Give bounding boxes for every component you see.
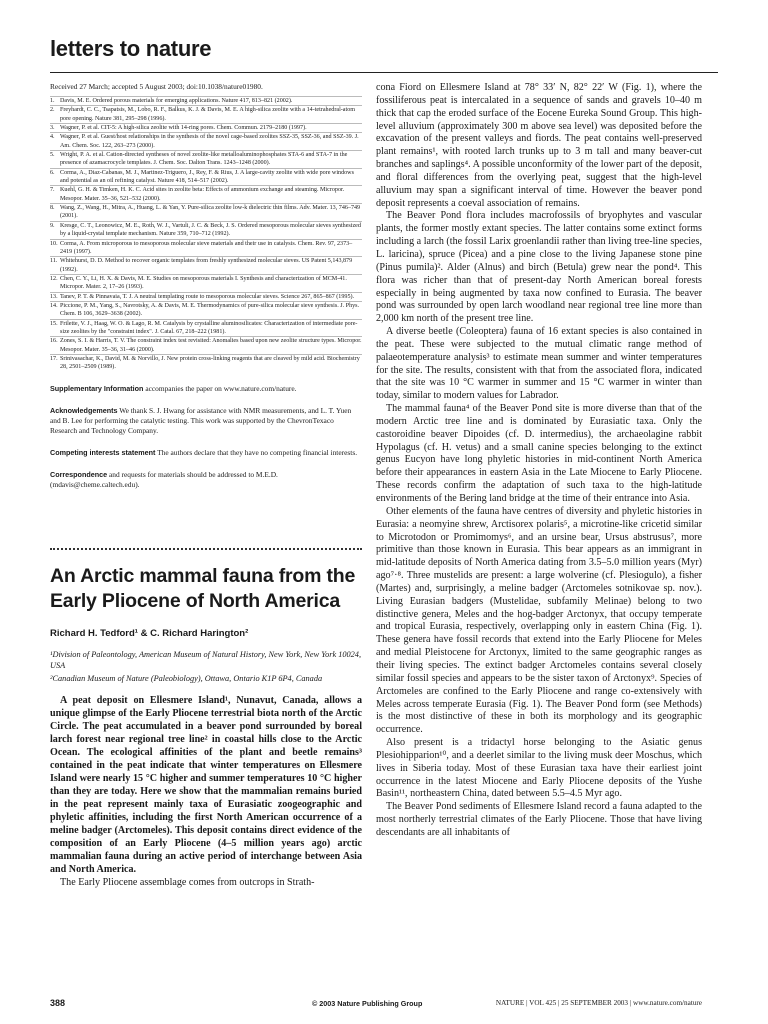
reference-number: 10. [50, 240, 58, 247]
article-authors: Richard H. Tedford¹ & C. Richard Harington² [50, 627, 249, 639]
article-separator [50, 548, 362, 550]
reference-item [50, 123, 362, 132]
reference-item [50, 239, 362, 257]
reference-text: Corma, A. From microporous to mesoporous molecular sieve materials and their use in catalysis. Chem. Rev. 97, 2373–2419 (1997). [60, 240, 353, 255]
body-paragraph: cona Fiord on Ellesmere Island at 78° 33′ N, 82° 22′ W (Fig. 1), where the fossiliferous peat is intercalated in a sequence of sands and gravels 10–40 m thick that cap the eroded surface of the Eocene Eureka Sound Group. This high-level alluvium (approximately 300 m above sea level) was deposited before the excavation of the present valleys and fiords. The peat contains well-preserved plant remains¹, with rooted larch trunks up to 3 m tall and many beaver-cut branches and saplings⁴. A possible unconformity of the lower part of the deposit, and floral differences from the overlying peat, suggest that the high-level alluvium may span a significant interval of time. However the beaver pond deposit represents a coeval association of remains. [376, 82, 702, 209]
reference-item [50, 105, 362, 123]
reference-list [50, 96, 362, 372]
reference-item [50, 292, 362, 301]
reference-item [50, 132, 362, 150]
reference-number: 7. [50, 187, 55, 194]
reference-number: 11. [50, 258, 58, 265]
correspondence-label: Correspondence [50, 469, 108, 479]
article-abstract: A peat deposit on Ellesmere Island¹, Nunavut, Canada, allows a unique glimpse of the Early Pliocene terrestrial biota north of the Arctic Circle. The peat accumulated in a beaver pond surrounded by boreal larch forest near regional tree line² in coastal hills close to the Arctic Ocean. The ecological affinities of the plant and beetle remains³ contained in the peat indicate that winter temperatures on Ellesmere Island were nearly 15 °C higher and summer temperatures 10 °C higher than they are today. Here we show that the mammalian remains buried in the peat represent mainly taxa of Eurasiatic zoogeographic and phyletic affinities, including the first North American occurrence of a meline badger (Arctomeles). This deposit contains direct evidence of the composition of an Early Pliocene (4–5 million years ago) arctic mammalian fauna during an active period of interchange between Asia and North America. [50, 694, 362, 875]
reference-text: Frilette, V. J., Haag, W. O. & Lago, R. M. Catalysis by crystalline aluminosilicates: Characterization of intermediate pore-size zeolites by the "constraint index". J. Catal. 67, 218–222 (1981). [60, 320, 358, 335]
reference-text: Wright, P. A. et al. Cation-directed syntheses of novel zeolite-like metalloaluminophosphates STA-6 and STA-7 in the presence of azamacrocycle templates. J. Chem. Soc. Dalton Trans. 1243–1248 (2000). [60, 152, 348, 167]
reference-text: Wang, Z., Wang, H., Mitra, A., Huang, L. & Yan, Y. Pure-silica zeolite low-k dielectric thin films. Adv. Mater. 13, 746–749 (2001). [60, 205, 361, 220]
reference-number: 12. [50, 275, 58, 282]
reference-text: Srinivasachar, K., David, M. & Norvillo, J. New protein cross-linking reagents that are cleaved by mild acid. Biochemistry 28, 2501–2509 (1989). [60, 355, 360, 371]
reference-text: Davis, M. E. Ordered porous materials for emerging applications. Nature 417, 813–821 (2002). [60, 98, 293, 104]
reference-number: 3. [50, 125, 55, 132]
reference-number: 5. [50, 152, 55, 159]
acknowledgements-label: Acknowledgements [50, 405, 118, 415]
affiliation-1: ¹Division of Paleontology, American Museum of Natural History, New York, New York 10024, USA [50, 649, 362, 670]
acknowledgements-text: We thank S. J. Hwang for assistance with NMR measurements, and L. T. Yuen and B. Lee for performing the catalytic testing. This work was supported by the ChevronTexaco Research and Technology Company. [50, 405, 352, 435]
competing-interests [50, 448, 362, 458]
reference-item [50, 301, 362, 319]
reference-text: Piccione, P. M., Yang, S., Navrotsky, A. & Davis, M. E. Thermodynamics of pure-silica molecular sieve synthesis. J. Phys. Chem. B 106, 3629–3638 (2002). [60, 302, 360, 318]
correspondence-text: and requests for materials should be addressed to M.E.D. (mdavis@cheme.caltech.edu). [50, 469, 278, 489]
reference-item [50, 168, 362, 186]
reference-text: Wagner, P. et al. Guest/host relationships in the synthesis of the novel cage-based zeolites SSZ-35, SSZ-36, and SSZ-39. J. Am. Chem. Soc. 122, 263–273 (2000). [60, 134, 359, 149]
reference-item [50, 203, 362, 221]
article-title: An Arctic mammal fauna from the Early Pliocene of North America [50, 564, 356, 612]
reference-number: 8. [50, 205, 55, 212]
reference-text: Chen, C. Y., Li, H. X. & Davis, M. E. Studies on mesoporous materials I. Synthesis and characterization of MCM-41. Micropor. Mater. 2, 17–26 (1993). [60, 275, 347, 291]
reference-number: 13. [50, 293, 58, 300]
reference-text: Tanev, P. T. & Pinnavaia, T. J. A neutral templating route to mesoporous molecular sieves. Science 267, 865–867 (1995). [60, 293, 355, 300]
reference-number: 15. [50, 320, 58, 327]
left-column [50, 82, 362, 889]
reference-item [50, 221, 362, 239]
body-paragraph: Other elements of the fauna have centres of diversity and phyletic histories in Eurasia: a neomyine shrew, Arctisorex polaris⁵, a microtine-like cricetid similar to Microtodon or Promimomys⁶, and an ursine bear, Ursus abstrusus⁷, more primitive than those known in Eurasia. This bear appears as an immigrant in mid-latitude deposits of North America dating from 3.5–5.0 million years (Myr) ago⁷·⁸. Three mustelids are present: a large wolverine (cf. Plesiogulo), a fisher (Martes) and, surprisingly, a meline badger (Arctomeles sotnikovae sp. nov.). Living Eurasian badgers (Mustelidae, subfamily Melinae) belong to two distinctive genera, Meles and the hog-badger Arctonyx, that occupy temperate and tropical Eurasia, respectively, overlapping only in eastern China (Fig. 1). These genera have fossil records that extend into the Early Pliocene for Meles and medial Pleistocene for Arctonyx, limited to the same geographic ranges as their living species. The extinct badger Arctomeles contains several closely similar fossil species and appears to be the sister taxon of Arctonyx⁹. Species of Arctomeles are confined to the Early Pliocene and range co-extensively with Meles across temperate Eurasia (Fig. 1). The Beaver Pond form (see Methods) is the most distinctive of these in both its morphology and its geographic occurrence. [376, 505, 702, 736]
body-paragraph: The Early Pliocene assemblage comes from outcrops in Strath- [60, 876, 315, 888]
reference-item [50, 150, 362, 168]
acknowledgements [50, 406, 362, 436]
reference-number: 17. [50, 355, 58, 362]
reference-number: 1. [50, 98, 55, 104]
reference-item [50, 185, 362, 203]
body-paragraph: The Beaver Pond sediments of Ellesmere Island record a fauna adapted to the most northerly terrestrial climates of the Early Pliocene. Those that have living descendants are all inhabitants of [376, 801, 702, 838]
reference-text: Freyhardt, C. C., Tsapatsis, M., Lobo, R. F., Balkus, K. J. & Davis, M. E. A high-silica zeolite with a 14-tetrahedral-atom pore opening. Nature 381, 295–298 (1996). [60, 107, 355, 122]
reference-item [50, 354, 362, 372]
reference-number: 4. [50, 134, 55, 141]
copyright: © 2003 Nature Publishing Group [312, 999, 423, 1008]
reference-number: 9. [50, 222, 55, 229]
reference-text: Corma, A., Diaz-Cabanas, M. J., Martinez-Triguero, J., Rey, F. & Rius, J. A large-cavity zeolite with wide pore windows and potential as an oil refining catalyst. Nature 418, 514–517 (2002). [60, 169, 354, 185]
body-paragraph: A diverse beetle (Coleoptera) fauna of 16 extant species is also contained in the peat. These were subjected to the mutual climatic range method of palaeotemperature analysis³ to estimate mean summer and winter temperatures for the site. The results, consistent with that from the associated flora, indicated that the site was 10 °C warmer in summer and 15 °C warmer in winter than today, similar to modern values for Labrador. [376, 326, 702, 402]
journal-info: NATURE | VOL 425 | 25 SEPTEMBER 2003 | www.nature.com/nature [495, 999, 702, 1007]
journal-section-header: letters to nature [50, 36, 212, 61]
reference-item [50, 256, 362, 274]
competing-interests-text: The authors declare that they have no competing financial interests. [157, 447, 358, 457]
reference-number: 16. [50, 338, 58, 345]
supplementary-text: accompanies the paper on www.nature.com/nature. [145, 383, 297, 393]
reference-text: Kuehl, G. H. & Timken, H. K. C. Acid sites in zeolite beta: Effects of ammonium exchange and steaming. Micropor. Mesopor. Mater. 35–36, 521–532 (2000). [60, 187, 345, 202]
reference-number: 2. [50, 107, 55, 114]
page-number: 388 [50, 998, 66, 1008]
supplementary-label: Supplementary Information [50, 383, 144, 393]
reference-item [50, 274, 362, 292]
reference-text: Zones, S. I. & Harris, T. V. The constraint index test revisited: Anomalies based upon new zeolite structure types. Micropor. Mesopor. Mater. 35–36, 31–46 (2000). [60, 338, 362, 353]
body-paragraph: Also present is a tridactyl horse belonging to the Asiatic genus Plesiohipparion¹⁰, and a deerlet similar to the living musk deer Moschus, which lives in Siberia today. Most of these Eurasian taxa have their earliest joint occurrence in the latest Miocene and Early Pliocene deposits of the Yushe Basin¹¹, northeastern China, dated between 5.5–4.5 Myr ago. [376, 737, 702, 800]
reference-number: 6. [50, 169, 55, 176]
received-line: Received 27 March; accepted 5 August 2003; doi:10.1038/nature01980. [50, 82, 263, 91]
header-rule [50, 72, 718, 73]
reference-item [50, 336, 362, 354]
body-paragraph: The Beaver Pond flora includes macrofossils of bryophytes and vascular plants, the former mostly extant species. The latter contains some extinct forms including a larch (the fossil Larix groenlandii rather than living tree-line species, L. laricina), spruce (Picea) and a pine close to the living Japanese stone pine (Pinus pumila)². Alder (Alnus) and birch (Betula) grew near the pond⁴. This flora was richer than that of present-day North American boreal forests especially in being augmented by taxa now confined to Eurasia. The beaver pond was surrounded by open larch woodland near regional tree line more than 2,000 km north of the present tree line. [376, 210, 702, 325]
reference-number: 14. [50, 302, 58, 309]
competing-interests-label: Competing interests statement [50, 447, 156, 457]
correspondence [50, 470, 362, 490]
right-column [376, 82, 702, 840]
supplementary-note [50, 384, 362, 394]
body-paragraph: The mammal fauna⁴ of the Beaver Pond site is more diverse than that of the modern Arctic tree line and is dominated by Eurasiatic taxa. Only the castoroidine beaver Dipoides (cf. D. intermedius), the archaeolagine rabbit Hypolagus (cf. H. vetus) and a small canine species belonging to the extinct genus Eucyon have long phyletic histories in mid-continent North America before their appearances in eastern Asia in the Late Miocene to Early Pliocene. These records confirm the adaptation of such taxa to the high-latitude environments of the Bering land bridge at the time of their entrance into Asia. [376, 403, 702, 504]
reference-item [50, 319, 362, 337]
affiliation-2: ²Canadian Museum of Nature (Paleobiology), Ottawa, Ontario K1P 6P4, Canada [50, 673, 323, 683]
reference-text: Wagner, P. et al. CIT-5: A high-silica zeolite with 14-ring pores. Chem. Commun. 2179–2180 (1997). [60, 125, 307, 132]
reference-text: Whitehurst, D. D. Method to recover organic templates from freshly synthesized molecular sieves. US Patent 5,143,879 (1992). [60, 258, 353, 273]
reference-item [50, 96, 362, 105]
reference-text: Kresge, C. T., Leonowicz, M. E., Roth, W. J., Vartuli, J. C. & Beck, J. S. Ordered mesoporous molecular sieves synthesized by a liquid-crystal template mechanism. Nature 359, 710–712 (1992). [60, 222, 361, 238]
